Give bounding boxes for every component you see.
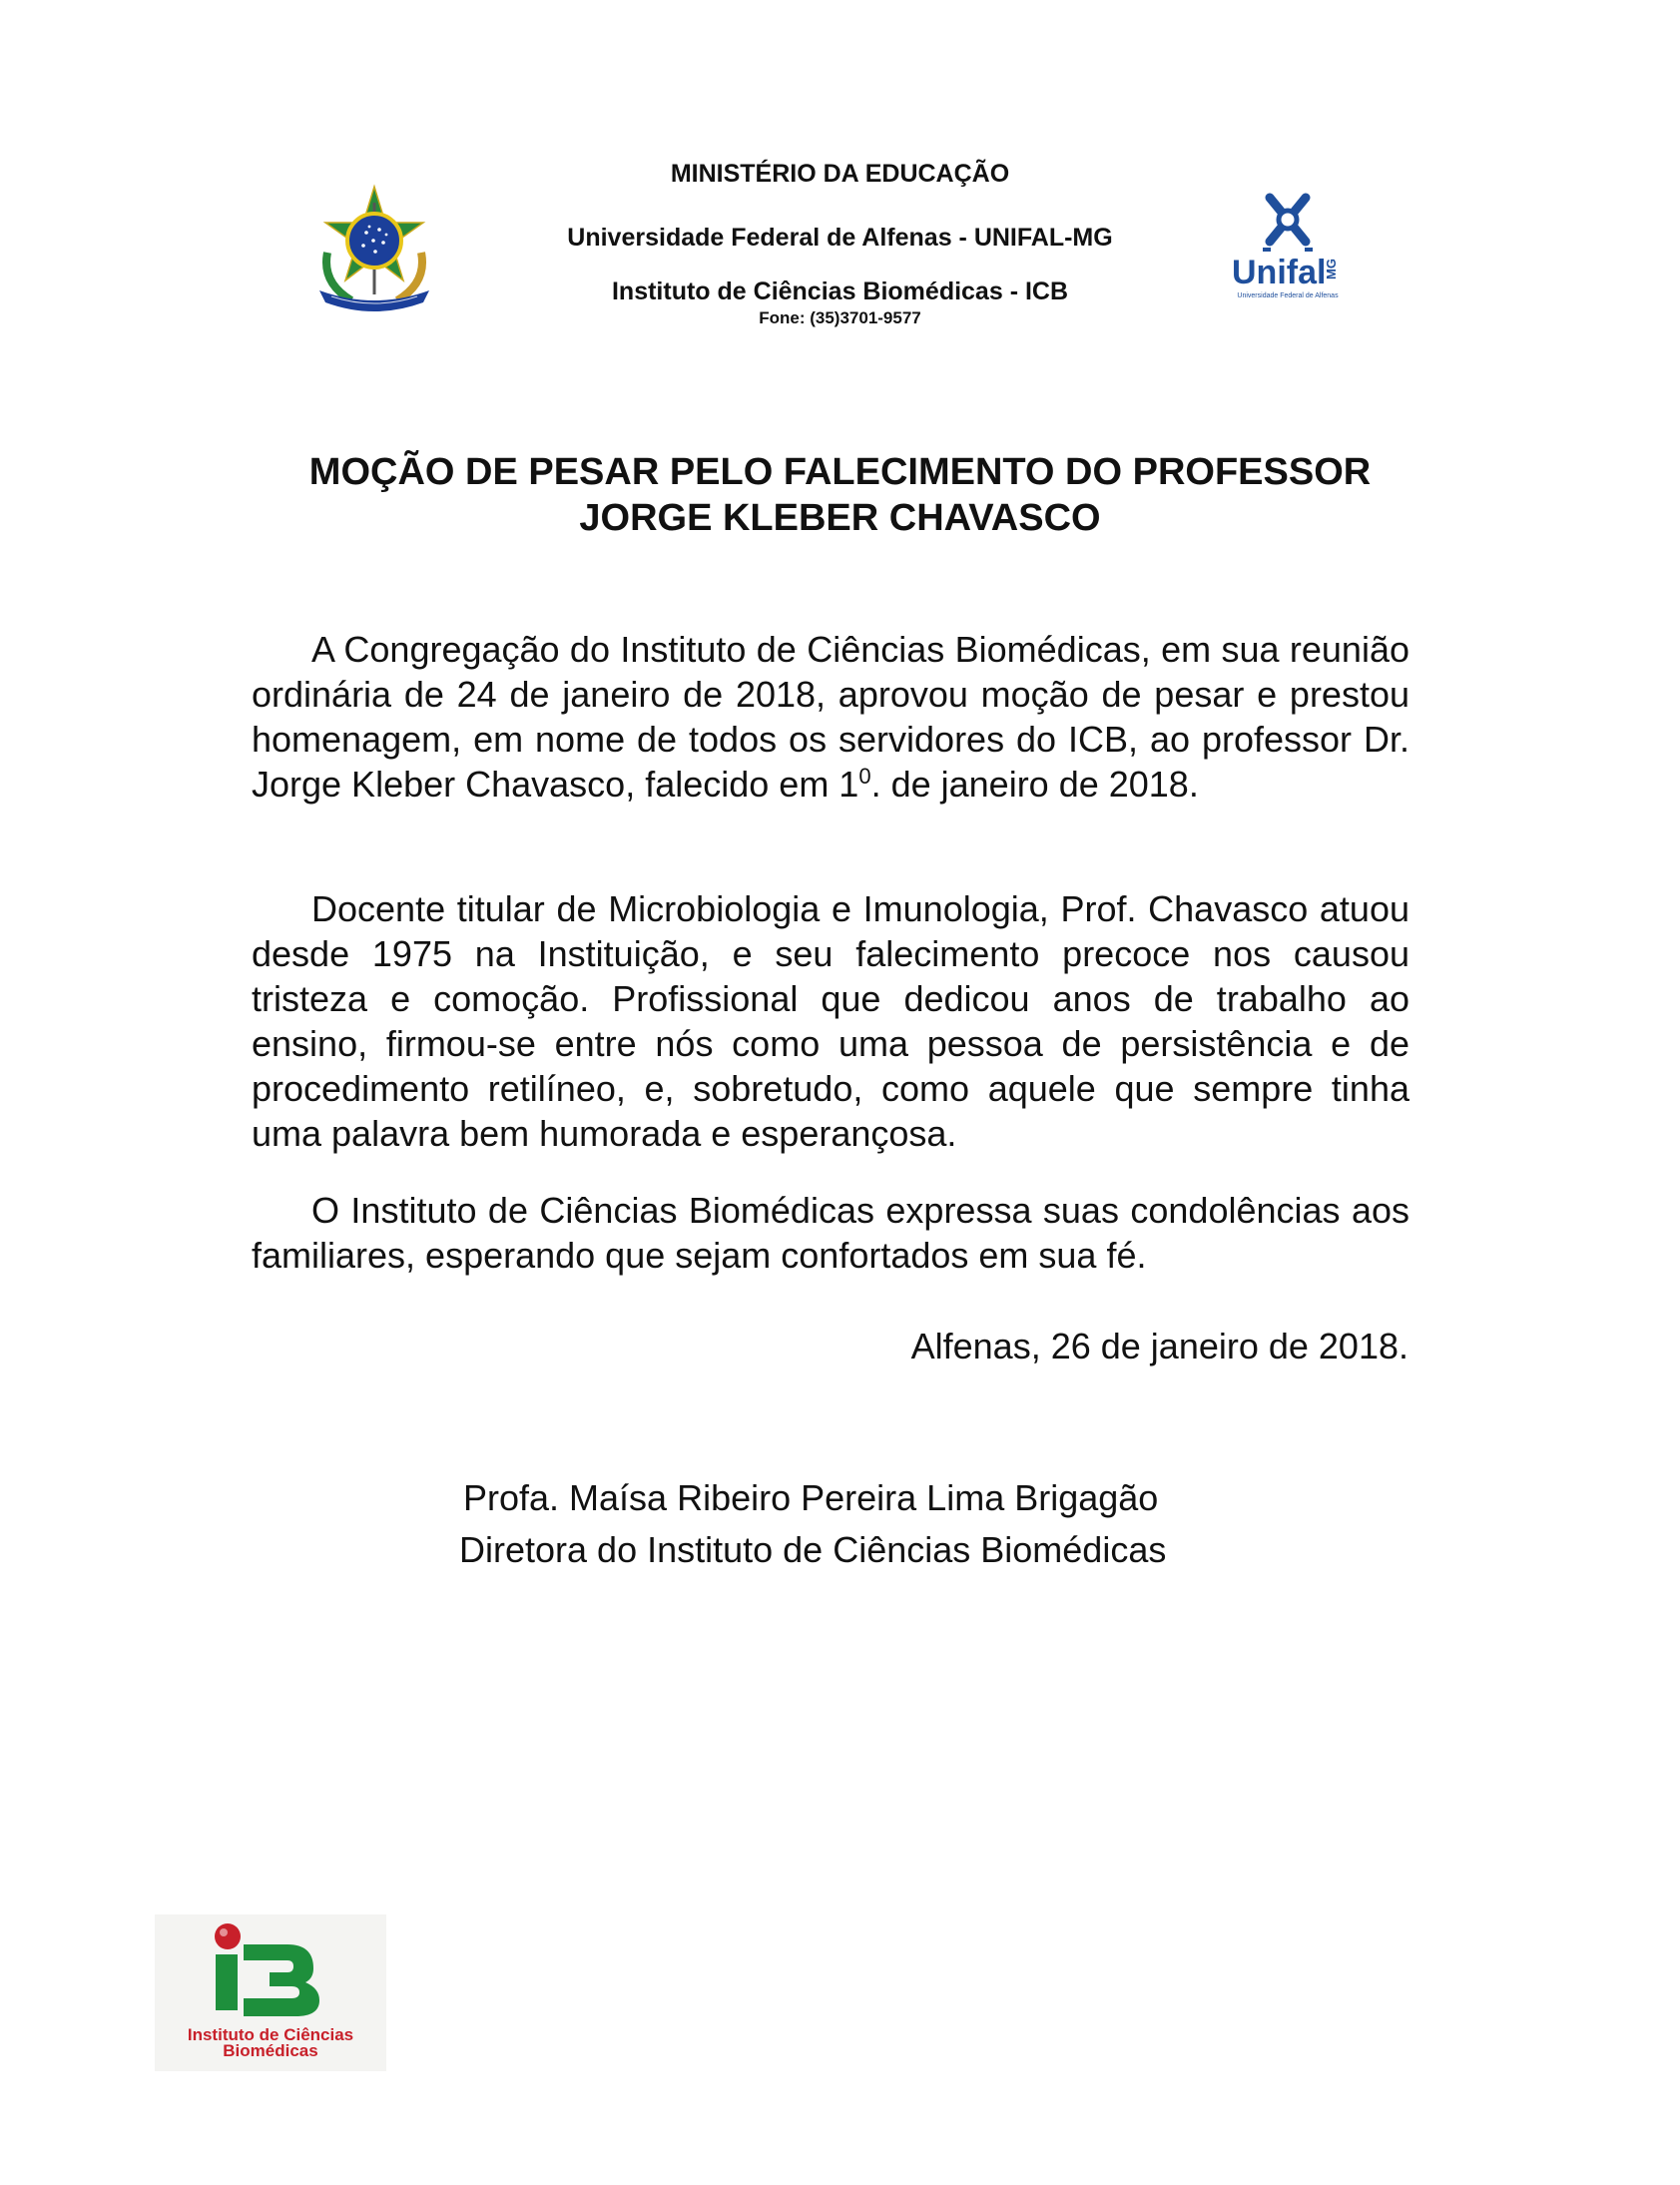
body-paragraph-3: O Instituto de Ciências Biomédicas expressa suas condolências aos familiares, esperando que sejam confortados em sua fé. xyxy=(252,1190,1409,1276)
body-paragraph-2: Docente titular de Microbiologia e Imunologia, Prof. Chavasco atuou desde 1975 na Instituição, e seu falecimento precoce nos causou tristeza e comoção. Profissional que dedicou anos de trabalho ao ensino, firmou-se entre nós como uma pessoa de persistência e de procedimento retilíneo, e, sobretudo, como aquele que sempre tinha uma palavra bem humorada e esperançosa. xyxy=(252,888,1409,1154)
body-paragraph-1 xyxy=(252,627,1409,807)
document-title-line1: MOÇÃO DE PESAR PELO FALECIMENTO DO PROFESSOR xyxy=(308,451,1372,493)
document-title-line2: JORGE KLEBER CHAVASCO xyxy=(579,497,1101,539)
phone-line: Fone: (35)3701-9577 xyxy=(759,308,921,327)
paragraph-1-end: . de janeiro de 2018. xyxy=(870,764,1199,805)
date-line: Alfenas, 26 de janeiro de 2018. xyxy=(910,1326,1408,1366)
icb-caption-line2: Biomédicas xyxy=(223,2041,318,2060)
paragraph-1-text: A Congregação do Instituto de Ciências Biomédicas, em sua reunião ordinária de 24 de janeiro de 2018, aprovou moção de pesar e prestou homenagem, em nome de todos os servidores do ICB, ao professor Dr. Jorge Kleber Chavasco, falecido em 1 xyxy=(252,629,1409,805)
unifal-logo-text: Unifal xyxy=(1232,254,1327,291)
unifal-logo-sub: Universidade Federal de Alfenas xyxy=(1237,292,1339,299)
icb-emblem-icon xyxy=(210,1922,329,2022)
unifal-emblem-icon xyxy=(1263,198,1313,252)
university-heading: Universidade Federal de Alfenas - UNIFAL-MG xyxy=(567,224,1113,252)
icb-logo xyxy=(155,1914,386,2071)
unifal-logo-side: MG xyxy=(1324,259,1339,279)
ordinal-superscript: 0 xyxy=(858,764,871,789)
icb-caption-line1: Instituto de Ciências xyxy=(187,2025,354,2044)
institute-heading: Instituto de Ciências Biomédicas - ICB xyxy=(611,277,1069,305)
unifal-logo xyxy=(1228,188,1348,309)
signatory-role: Diretora do Instituto de Ciências Biomédicas xyxy=(459,1529,1167,1570)
ministry-heading: MINISTÉRIO DA EDUCAÇÃO xyxy=(670,160,1010,188)
signatory-name: Profa. Maísa Ribeiro Pereira Lima Brigagão xyxy=(463,1477,1159,1518)
